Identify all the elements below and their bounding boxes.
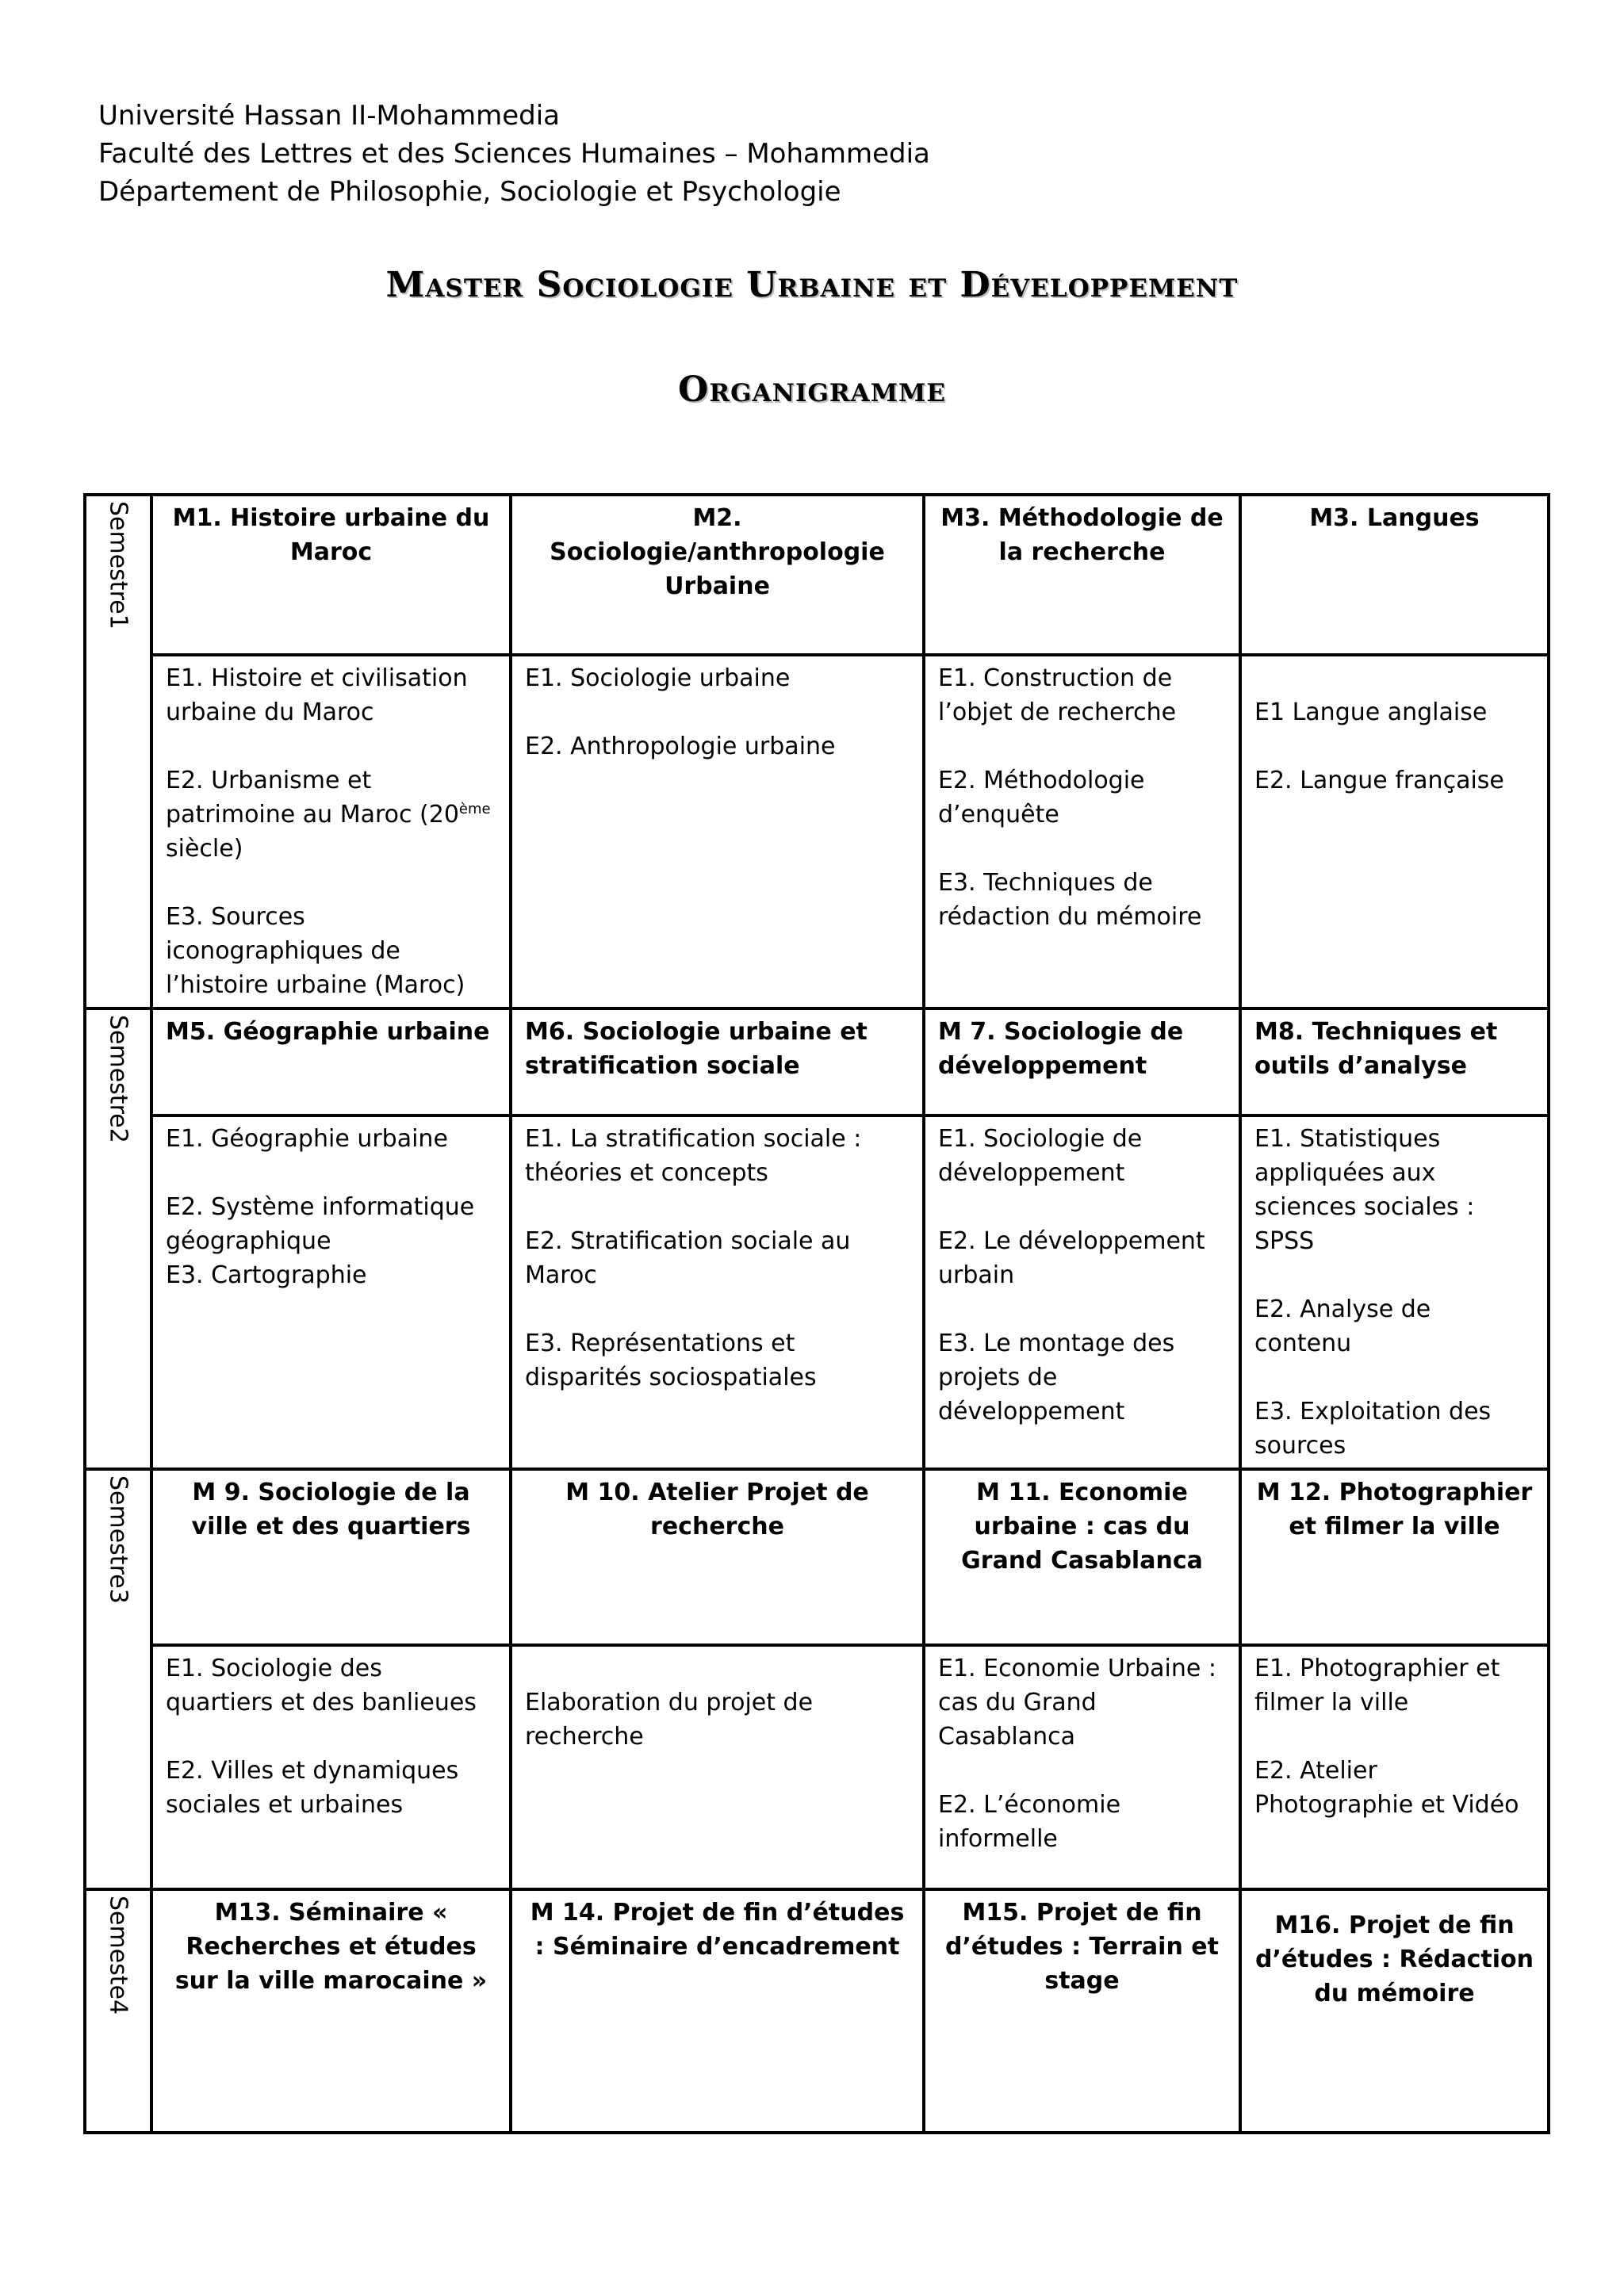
semester-3-element-row <box>85 1645 1549 1889</box>
element-item: E1. La stratification sociale : théories et concepts <box>525 1125 862 1187</box>
module-m6-elements <box>511 1115 924 1469</box>
element-item: E3. Représentations et disparités sociospatiales <box>525 1330 817 1391</box>
module-m3-langues-title: M3. Langues <box>1240 495 1549 655</box>
module-m13-title: M13. Séminaire « Recherches et études sur la ville marocaine » <box>151 1889 511 2133</box>
module-m11-title: M 11. Economie urbaine : cas du Grand Casablanca <box>924 1469 1240 1645</box>
module-m11-elements <box>924 1645 1240 1889</box>
element-item: E2. Méthodologie d’enquête <box>938 767 1145 828</box>
element-item: E2. Langue française <box>1254 767 1504 794</box>
element-item: E3. Sources iconographiques de l’histoire urbaine (Maroc) <box>166 903 465 999</box>
page-title: Master Sociologie Urbaine et Développement <box>385 265 1239 305</box>
semester-1-element-row <box>85 655 1549 1008</box>
semester-4-label: Semeste4 <box>104 1896 132 2015</box>
semester-2-label: Semestre2 <box>104 1015 132 1143</box>
module-m5-elements <box>151 1115 511 1469</box>
faculty-name: Faculté des Lettres et des Sciences Humaines – Mohammedia <box>98 138 930 170</box>
module-m10-title: M 10. Atelier Projet de recherche <box>511 1469 924 1645</box>
module-m3-elements <box>924 655 1240 1008</box>
element-item: E2. Le développement urbain <box>938 1227 1205 1289</box>
element-item: E2. Urbanisme et patrimoine au Maroc (20ème siècle) <box>166 767 491 863</box>
semester-1-module-row <box>85 495 1549 655</box>
element-item: E1. Photographier et filmer la ville <box>1254 1655 1500 1716</box>
element-item: E1. Economie Urbaine : cas du Grand Casablanca <box>938 1655 1217 1751</box>
element-item: E2. Système informatique géographique <box>166 1193 475 1255</box>
module-m5-title: M5. Géographie urbaine <box>151 1008 511 1115</box>
module-m8-title: M8. Techniques et outils d’analyse <box>1240 1008 1549 1115</box>
semester-3-module-row <box>85 1469 1549 1645</box>
department-name: Département de Philosophie, Sociologie et Psychologie <box>98 176 841 208</box>
module-m12-elements <box>1240 1645 1549 1889</box>
semester-4-label-cell <box>85 1889 151 2133</box>
semester-2-module-row <box>85 1008 1549 1115</box>
element-item: E2. Anthropologie urbaine <box>525 733 836 760</box>
organigramme-table <box>83 493 1550 2134</box>
module-m10-elements <box>511 1645 924 1889</box>
element-item: E3. Le montage des projets de développement <box>938 1330 1175 1425</box>
module-m3-title: M3. Méthodologie de la recherche <box>924 495 1240 655</box>
element-item: Elaboration du projet de recherche <box>525 1689 814 1751</box>
semester-4-module-row <box>85 1889 1549 2133</box>
element-item: E1. Histoire et civilisation urbaine du Maroc <box>166 664 468 726</box>
module-m8-elements <box>1240 1115 1549 1469</box>
module-m16-title: M16. Projet de fin d’études : Rédaction du mémoire <box>1240 1889 1549 2133</box>
module-m14-title: M 14. Projet de fin d’études : Séminaire d’encadrement <box>511 1889 924 2133</box>
element-item: E1. Statistiques appliquées aux sciences sociales : SPSS <box>1254 1125 1475 1255</box>
page-subtitle: Organigramme <box>677 369 946 410</box>
module-m7-title: M 7. Sociologie de développement <box>924 1008 1240 1115</box>
semester-3-label-cell <box>85 1469 151 1889</box>
element-item: E1. Sociologie de développement <box>938 1125 1143 1187</box>
semester-2-label-cell <box>85 1008 151 1469</box>
element-item: E3. Cartographie <box>166 1261 367 1289</box>
module-m1-elements <box>151 655 511 1008</box>
module-m15-title: M15. Projet de fin d’études : Terrain et stage <box>924 1889 1240 2133</box>
module-m9-elements <box>151 1645 511 1889</box>
module-m7-elements <box>924 1115 1240 1469</box>
element-item: E2. Atelier Photographie et Vidéo <box>1254 1757 1519 1819</box>
module-m9-title: M 9. Sociologie de la ville et des quartiers <box>151 1469 511 1645</box>
semester-2-element-row <box>85 1115 1549 1469</box>
element-item: E3. Exploitation des sources <box>1254 1398 1492 1460</box>
module-m2-title: M2. Sociologie/anthropologie Urbaine <box>511 495 924 655</box>
institution-header <box>98 97 930 211</box>
element-item: E2. Stratification sociale au Maroc <box>525 1227 851 1289</box>
element-item: E1. Sociologie des quartiers et des banlieues <box>166 1655 477 1716</box>
university-name: Université Hassan II-Mohammedia <box>98 100 561 132</box>
module-m2-elements <box>511 655 924 1008</box>
element-item: E1. Construction de l’objet de recherche <box>938 664 1177 726</box>
semester-1-label: Semestre1 <box>104 501 132 629</box>
element-item: E3. Techniques de rédaction du mémoire <box>938 869 1202 931</box>
element-item: E2. Analyse de contenu <box>1254 1295 1431 1357</box>
semester-1-label-cell <box>85 495 151 1008</box>
semester-3-label: Semestre3 <box>104 1475 132 1604</box>
element-item: E2. Villes et dynamiques sociales et urbaines <box>166 1757 459 1819</box>
element-item: E1 Langue anglaise <box>1254 698 1488 726</box>
module-m3-langues-elements <box>1240 655 1549 1008</box>
module-m6-title: M6. Sociologie urbaine et stratification sociale <box>511 1008 924 1115</box>
module-m1-title: M1. Histoire urbaine du Maroc <box>151 495 511 655</box>
element-item: E1. Géographie urbaine <box>166 1125 448 1153</box>
element-item: E1. Sociologie urbaine <box>525 664 791 692</box>
element-item: E2. L’économie informelle <box>938 1791 1121 1853</box>
module-m12-title: M 12. Photographier et filmer la ville <box>1240 1469 1549 1645</box>
